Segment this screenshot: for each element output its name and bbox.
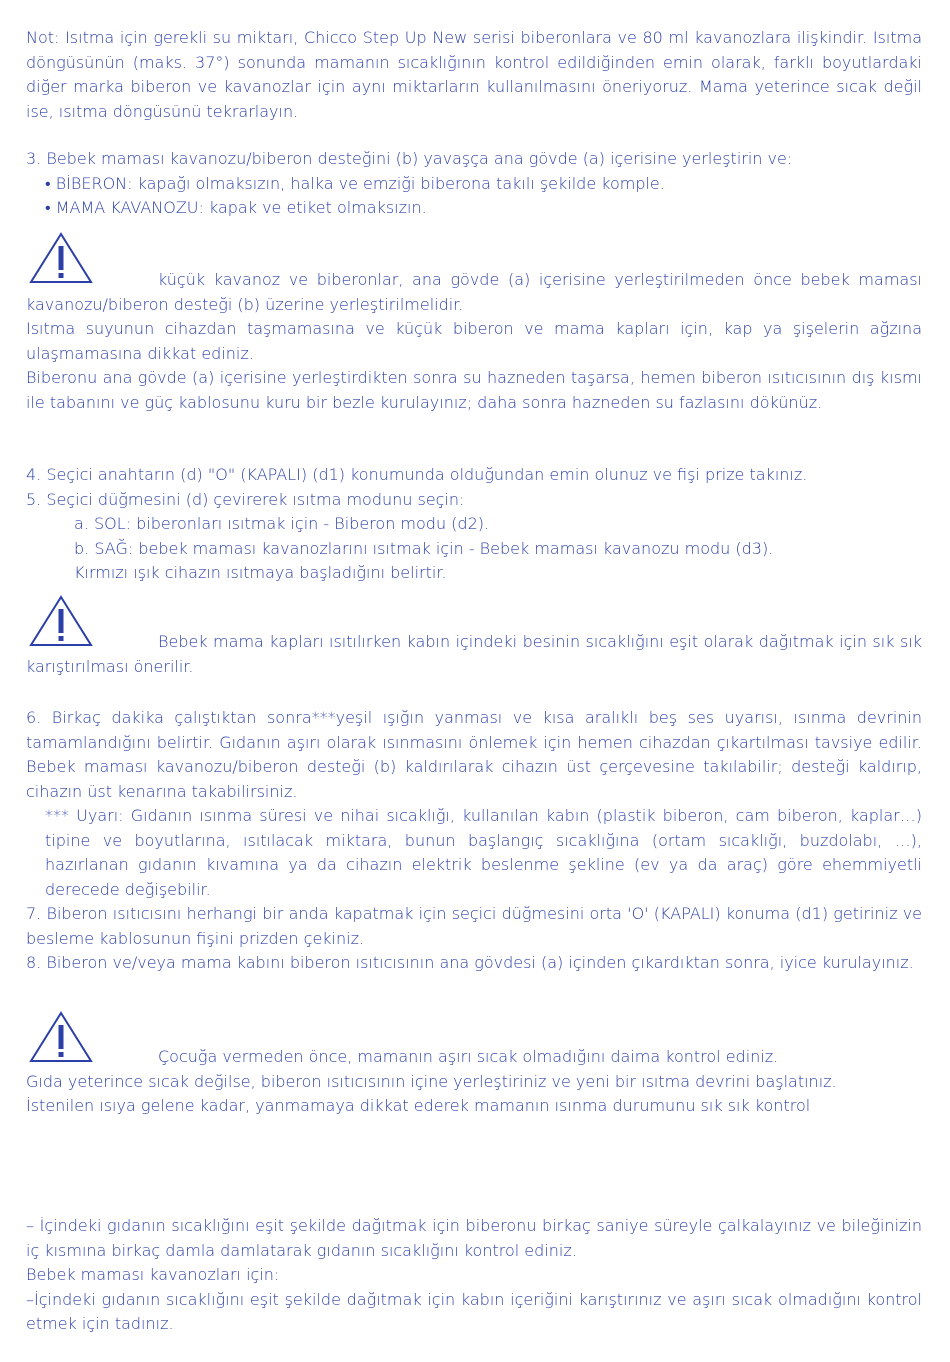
step-7: 7. Biberon ısıtıcısını herhangi bir anda kapatmak için seçici düğmesini orta 'O' (KAPALI) konuma (d1) getiriniz ve besleme kablosunun fişini prizden çekiniz. bbox=[26, 904, 922, 948]
step-4-5 bbox=[26, 463, 922, 586]
warning-2-text: Bebek mama kapları ısıtılırken kabın içindeki besinin sıcaklığını eşit olarak dağıtmak için sık sık karıştırılması önerilir. bbox=[26, 632, 922, 676]
warning-3 bbox=[26, 1045, 922, 1119]
step-3-bullet-biberon: • BİBERON: kapağı olmaksızın, halka ve emziği biberona takılı şekilde komple. bbox=[45, 173, 665, 193]
step-5-option-a: a. SOL: biberonları ısıtmak için - Biberon modu (d2). bbox=[74, 514, 490, 533]
warning-3-line-3: İstenilen ısıya gelene kadar, yanmamaya dikkat ederek mamanın ısınma durumunu sık sık kontrol bbox=[26, 1096, 811, 1115]
steps-6-8 bbox=[26, 706, 922, 976]
warning-1-line-1: küçük kavanoz ve biberonlar, ana gövde (a) içerisine yerleştirilmeden önce bebek maması kavanozu/biberon desteği (b) üzerine yerleştirilmelidir. bbox=[26, 270, 922, 314]
step-4: 4. Seçici anahtarın (d) "O" (KAPALI) (d1) konumunda olduğundan emin olunuz ve fişi prize takınız. bbox=[26, 465, 808, 484]
step-8: 8. Biberon ve/veya mama kabını biberon ısıtıcısının ana gövdesi (a) içinden çıkardıktan sonra, iyice kurulayınız. bbox=[26, 953, 914, 972]
note-paragraph bbox=[26, 26, 922, 124]
footer-line-1: – İçindeki gıdanın sıcaklığını eşit şekilde dağıtmak için biberonu birkaç saniye süreyle çalkalayınız ve bileğinizin iç kısmına birkaç damla damlatarak gıdanın sıcaklığını kontrol ediniz. bbox=[26, 1216, 922, 1260]
warning-3-line-1: Çocuğa vermeden önce, mamanın aşırı sıcak olmadığını daima kontrol ediniz. bbox=[158, 1047, 779, 1066]
warning-1-line-3: Biberonu ana gövde (a) içerisine yerleştirdikten sonra su hazneden taşarsa, hemen biberon ısıtıcısının dış kısmı ile tabanını ve güç kablosunu kuru bir bezle kurulayınız; daha sonra hazneden su fazlasını dökünüz. bbox=[26, 368, 922, 412]
step-3 bbox=[26, 147, 922, 221]
step-3-intro: 3. Bebek maması kavanozu/biberon desteğini (b) yavaşça ana gövde (a) içerisine yerleştirin ve: bbox=[26, 149, 793, 168]
step-5-red-light: Kırmızı ışık cihazın ısıtmaya başladığını belirtir. bbox=[74, 563, 447, 582]
footer-line-3: –İçindeki gıdanın sıcaklığını eşit şekilde dağıtmak için kabın içeriğini karıştırınız ve aşırı sıcak olmadığını kontrol etmek için tadınız. bbox=[26, 1289, 922, 1333]
note-text: Not: Isıtma için gerekli su miktarı, Chicco Step Up New serisi biberonlara ve 80 ml kavanozlara ilişkindir. Isıtma döngüsünün (maks. 37°) sonunda mamanın sıcaklığının kontrol edildiğinden emin olarak, farklı boyutlardaki diğer marka biberon ve kavanozlar için aynı miktarların kullanılmasını öneriyoruz. Mama yeterince sıcak değil ise, ısıtma döngüsünü tekrarlayın. bbox=[26, 28, 922, 121]
warning-2 bbox=[26, 630, 922, 679]
warning-1 bbox=[26, 268, 922, 415]
warning-1-line-2: Isıtma suyunun cihazdan taşmamasına ve küçük biberon ve mama kapları için, kap ya şişelerin ağzına ulaşmamasına dikkat ediniz. bbox=[26, 319, 922, 363]
step-5-option-b: b. SAĞ: bebek maması kavanozlarını ısıtmak için - Bebek maması kavanozu modu (d3). bbox=[74, 538, 774, 558]
step-3-bullet-kavanoz: • MAMA KAVANOZU: kapak ve etiket olmaksızın. bbox=[45, 198, 427, 217]
footer-line-2: Bebek maması kavanozları için: bbox=[26, 1265, 280, 1284]
footer-instructions bbox=[26, 1214, 922, 1337]
step-6-note: *** Uyarı: Gıdanın ısınma süresi ve nihai sıcaklığı, kullanılan kabın (plastik biberon, cam biberon, kaplar…) tipine ve boyutlarına, ısıtılacak miktara, bunun başlangıç sıcaklığına (ortam sıcaklığı, buzdolabı, …), hazırlanan gıdanın kıvamına ya da cihazın elektrik beslenme şekline (ev ya da araç) göre ehemmiyetli derecede değişebilir. bbox=[45, 806, 922, 899]
warning-3-line-2: Gıda yeterince sıcak değilse, biberon ısıtıcısının içine yerleştiriniz ve yeni bir ısıtma devrini başlatınız. bbox=[26, 1071, 837, 1091]
step-5-intro: 5. Seçici düğmesini (d) çevirerek ısıtma modunu seçin: bbox=[26, 489, 465, 509]
step-6: 6. Birkaç dakika çalıştıktan sonra***yeşil ışığın yanması ve kısa aralıklı beş ses uyarısı, ısınma devrinin tamamlandığını belirtir. Gıdanın aşırı olarak ısınmasını önlemek için hemen cihazdan çıkartılması tavsiye edilir. Bebek maması kavanozu/biberon desteği (b) kaldırılarak cihazın üst çerçevesine takılabilir; desteği kaldırıp, cihazın üst kenarına takabilirsiniz. bbox=[26, 708, 922, 801]
